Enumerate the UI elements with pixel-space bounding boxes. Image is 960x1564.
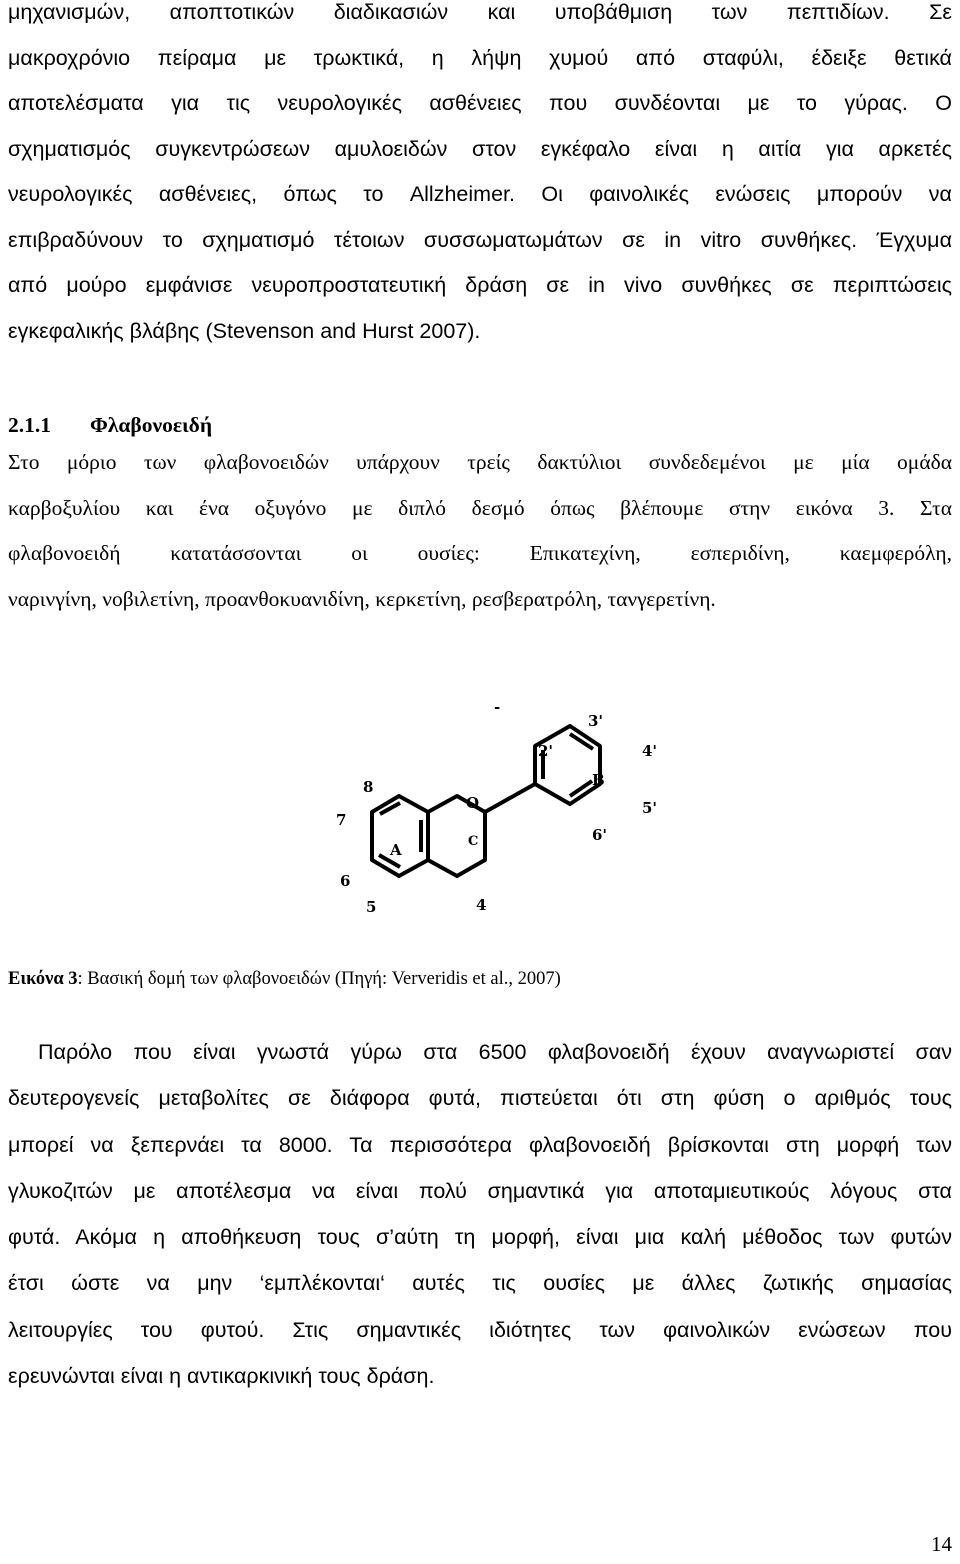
atom-label: 5 [366, 898, 377, 916]
atom-label: 2' [538, 742, 554, 760]
text-line: φλαβονοειδή κατατάσσονται οι ουσίες: Επικατεχίνη, εσπεριδίνη, καεμφερόλη, [8, 541, 952, 565]
atom-label: 7 [336, 811, 347, 829]
paragraph-flavonoid-structure [8, 440, 952, 622]
ring-label: A [390, 841, 402, 859]
section-title: Φλαβονοειδή [90, 413, 213, 437]
page-number: 14 [931, 1532, 952, 1556]
text-line-last: εγκεφαλικής βλάβης (Stevenson and Hurst 2007). [8, 318, 481, 343]
atom-label: 5' [642, 799, 658, 817]
caption-label: Εικόνα 3 [8, 969, 78, 989]
text-line: μηχανισμών, αποπτοτικών διαδικασιών και υποβάθμιση των πεπτιδίων. Σε [8, 0, 952, 24]
ring-bond-link [485, 784, 535, 812]
atom-label: 8 [363, 778, 374, 796]
text-line: δευτερογενείς μεταβολίτες σε διάφορα φυτά, πιστεύεται ότι στη φύση ο αριθμός τους [8, 1086, 952, 1111]
text-line-last: ναρινγίνη, νοβιλετίνη, προανθοκυανιδίνη, κερκετίνη, ρεσβερατρόλη, τανγερετίνη. [8, 586, 716, 611]
text-line: Στο μόριο των φλαβονοειδών υπάρχουν τρείς δακτύλιοι συνδεδεμένοι με μία ομάδα [8, 450, 952, 474]
ring-label: C [468, 834, 479, 849]
text-line: σχηματισμός συγκεντρώσεων αμυλοειδών στον εγκέφαλο είναι η αιτία για αρκετές [8, 136, 952, 161]
atom-label: 3' [588, 712, 604, 730]
ring-label: B [592, 771, 605, 789]
text-line: νευρολογικές ασθένειες, όπως το Allzheimer. Οι φαινολικές ενώσεις μπορούν να [8, 182, 952, 206]
text-line: μακροχρόνιο πείραμα με τρωκτικά, η λήψη χυμού από σταφύλι, έδειξε θετικά [8, 45, 952, 70]
section-number: 2.1.1 [8, 413, 51, 437]
atom-label: 6 [340, 872, 351, 890]
atom-label: 4' [642, 742, 658, 760]
text-line: αποτελέσματα για τις νευρολογικές ασθένειες που συνδέονται με το γύρας. Ο [8, 91, 952, 115]
text-line: επιβραδύνουν το σχηματισμό τέτοιων συσσωματωμάτων σε in vitro συνθήκες. Έγχυμα [8, 227, 952, 252]
text-line: γλυκοζιτών με αποτέλεσμα να είναι πολύ σημαντικά για αποταμιευτικούς λόγους στα [8, 1178, 952, 1203]
flavonoid-structure-diagram [330, 700, 670, 922]
text-line: καρβοξυλίου και ένα οξυγόνο με διπλό δεσμό όπως βλέπουμε στην εικόνα 3. Στα [8, 495, 952, 520]
section-heading [8, 410, 212, 440]
atom-label: - [494, 700, 501, 716]
text-line: έτσι ώστε να μην ‘εμπλέκονται‘ αυτές τις ουσίες με άλλες ζωτικής σημασίας [8, 1271, 952, 1296]
paragraph-flavonoid-count [8, 1029, 952, 1399]
paragraph-neuroprotection [8, 0, 952, 354]
text-line: από μούρο εμφάνισε νευροπροστατευτική δράση σε in vivo συνθήκες σε περιπτώσεις [8, 273, 952, 297]
text-line: φυτά. Ακόμα η αποθήκευση τους σ’αύτη τη μορφή, είναι μια καλή μέθοδος των φυτών [8, 1225, 952, 1250]
text-line: Παρόλο που είναι γνωστά γύρω στα 6500 φλαβονοειδή έχουν αναγνωριστεί σαν [38, 1040, 952, 1064]
text-line: μπορεί να ξεπερνάει τα 8000. Τα περισσότερα φλαβονοειδή βρίσκονται στη μορφή των [8, 1132, 952, 1157]
atom-label: 4 [476, 896, 487, 914]
text-line-last: ερευνώνται είναι η αντικαρκινική τους δράση. [8, 1364, 435, 1389]
text-line: λειτουργίες του φυτού. Στις σημαντικές ιδιότητες των φαινολικών ενώσεων που [8, 1317, 952, 1342]
atom-label: O [466, 794, 480, 812]
figure-caption [8, 966, 561, 992]
caption-text: : Βασική δομή των φλαβονοειδών (Πηγή: Ververidis et al., 2007) [77, 969, 561, 989]
atom-label: 6' [592, 826, 608, 844]
double-bond [570, 734, 593, 749]
